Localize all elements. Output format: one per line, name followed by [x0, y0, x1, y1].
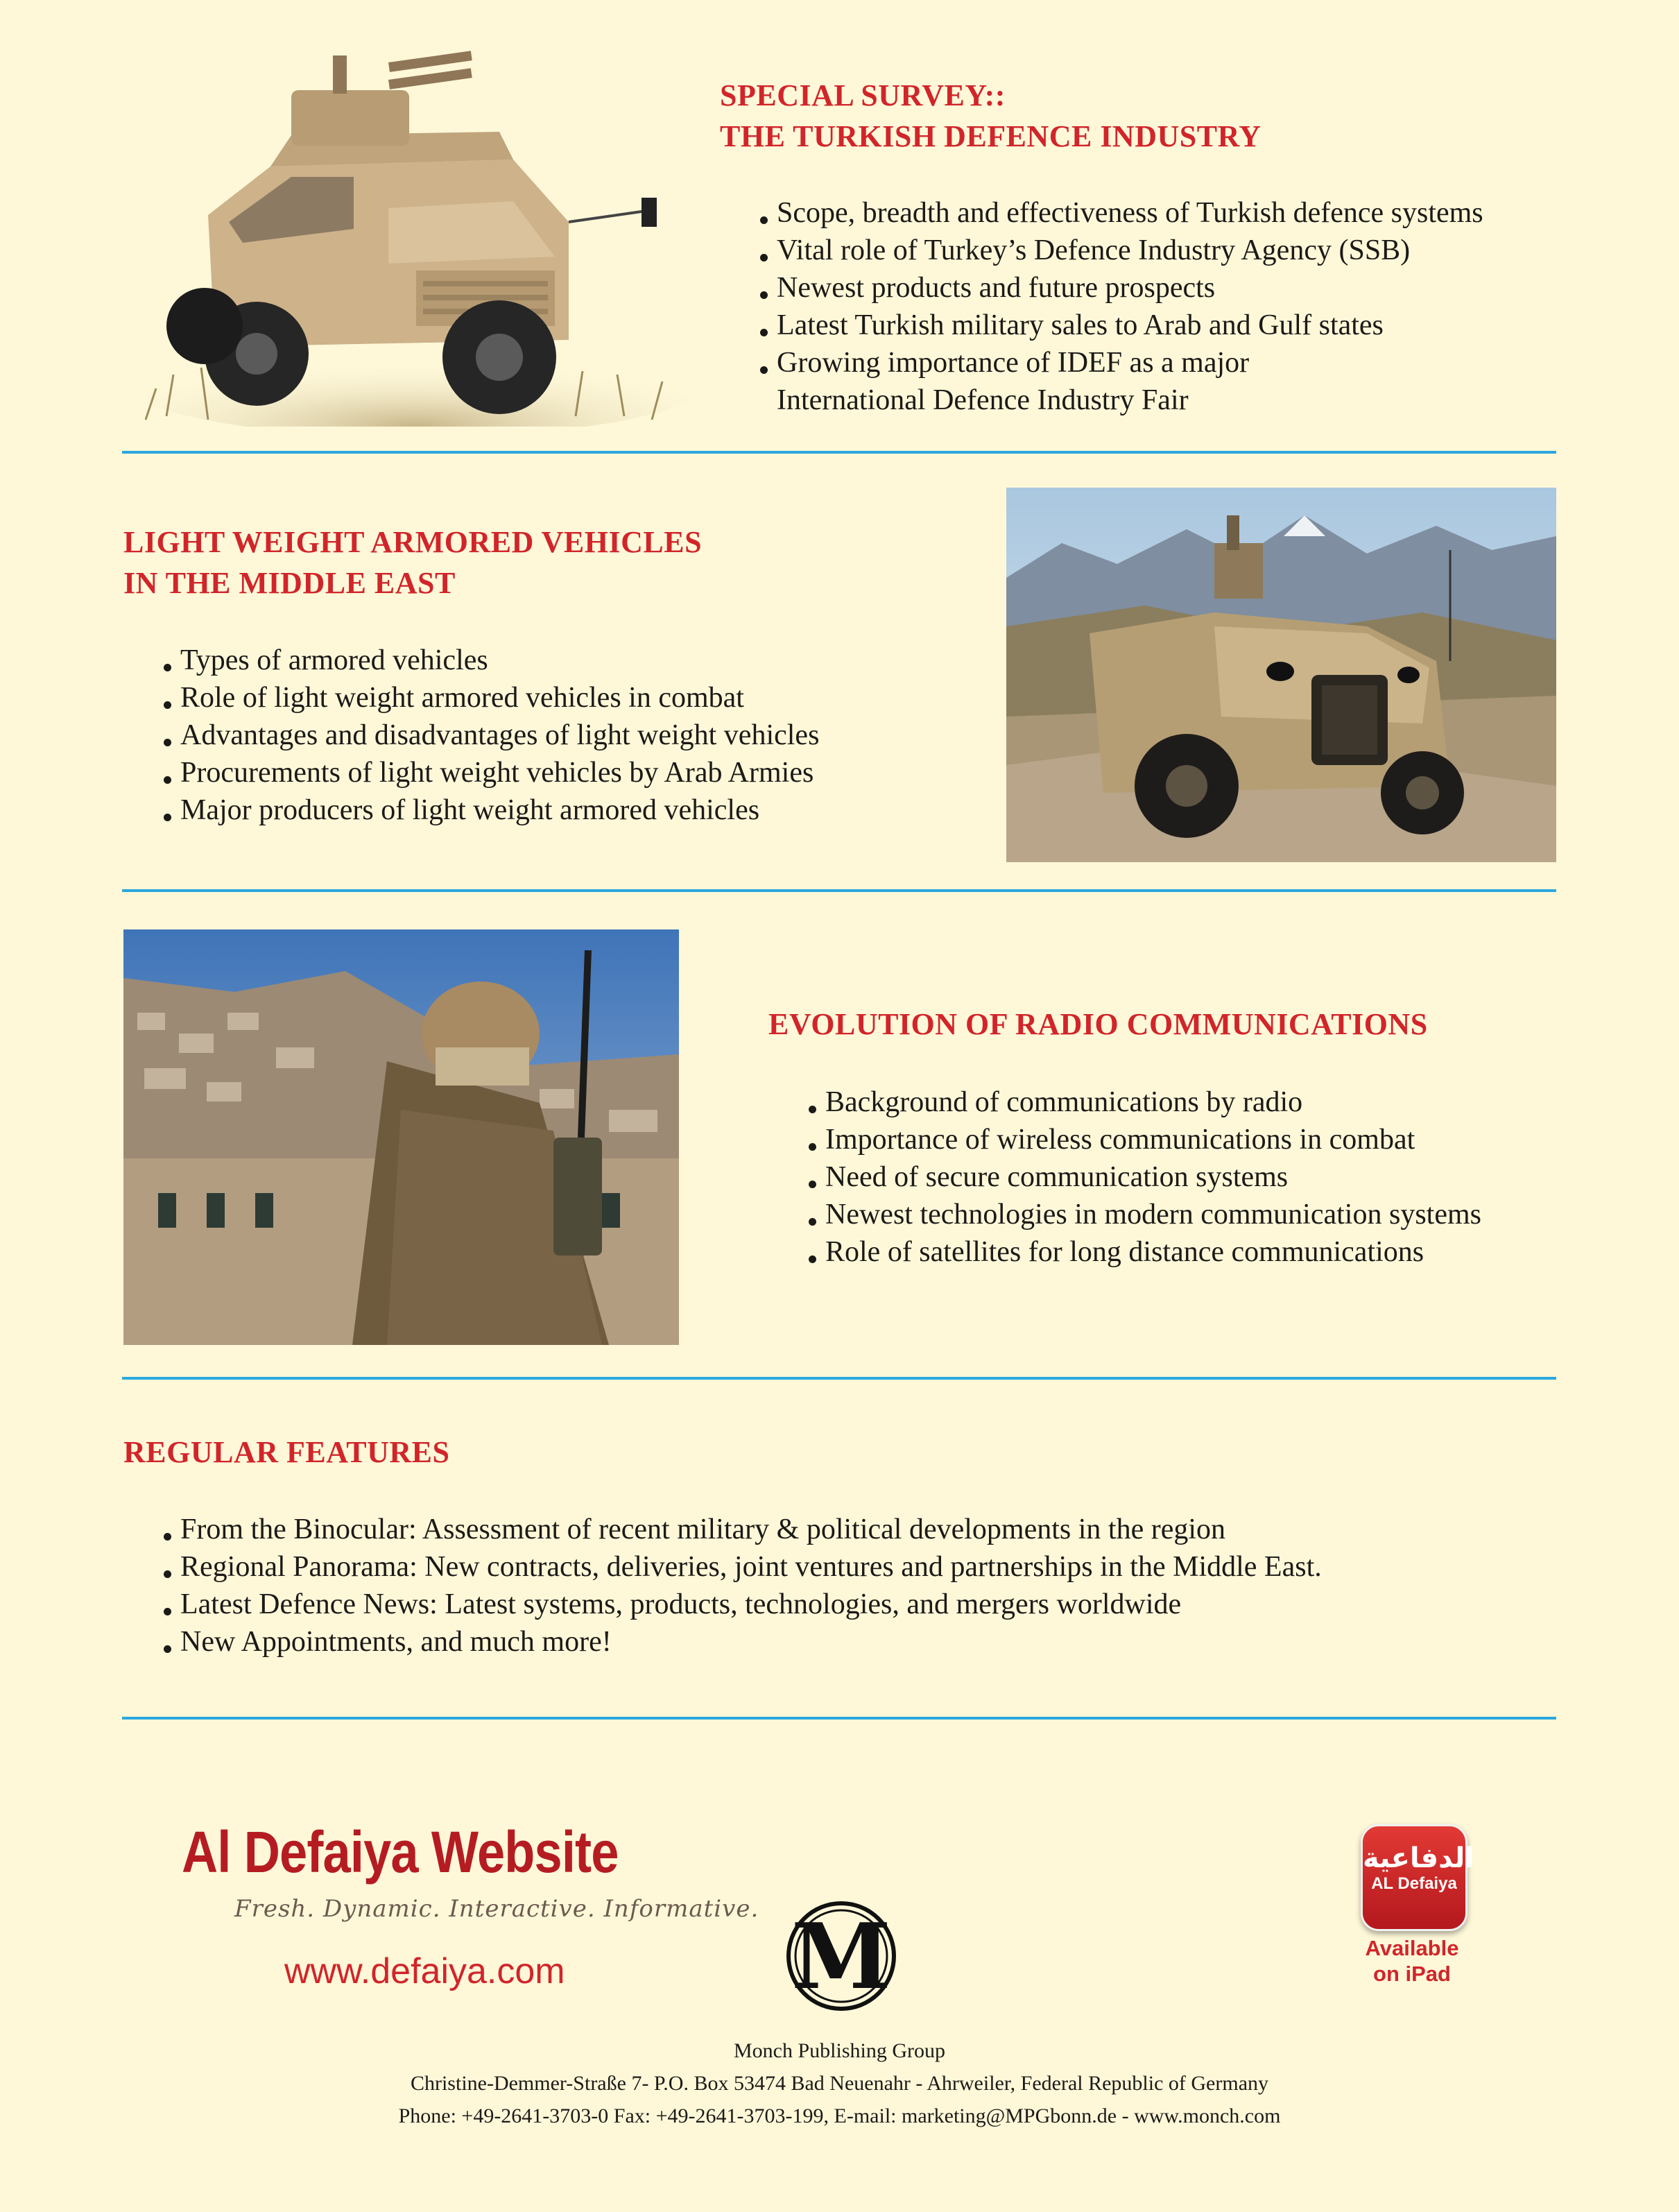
section3-bullets — [809, 1083, 1481, 1271]
list-item: Major producers of light weight armored vehicles — [164, 791, 819, 829]
section1-heading-line1: SPECIAL SURVEY:: — [720, 78, 1006, 112]
publisher-footer — [0, 2034, 1679, 2132]
section-divider — [122, 1717, 1556, 1720]
list-item: Vital role of Turkey’s Defence Industry Agency (SSB) — [760, 232, 1483, 269]
list-item: Background of communications by radio — [809, 1083, 1481, 1121]
website-title: Al Defaiya Website — [182, 1819, 619, 1885]
list-item: Latest Defence News: Latest systems, products, technologies, and mergers worldwide — [164, 1586, 1322, 1623]
monch-logo — [782, 1899, 900, 2014]
section2-heading-line2: IN THE MIDDLE EAST — [123, 566, 456, 600]
section2-bullets — [164, 642, 819, 829]
list-item: Scope, breadth and effectiveness of Turkish defence systems — [760, 194, 1483, 232]
list-item: Newest technologies in modern communication systems — [809, 1196, 1481, 1233]
website-url-link[interactable]: www.defaiya.com — [284, 1951, 565, 1991]
section1-bullets — [760, 194, 1483, 419]
section-divider — [122, 889, 1556, 892]
list-item: Need of secure communication systems — [809, 1158, 1481, 1196]
soldier-radio-photo — [123, 929, 679, 1345]
ipad-line1: Available — [1365, 1936, 1459, 1960]
section2-heading-line1: LIGHT WEIGHT ARMORED VEHICLES — [123, 525, 703, 559]
list-item: Types of armored vehicles — [164, 642, 819, 679]
section4-heading-line1: REGULAR FEATURES — [123, 1435, 450, 1469]
publisher-name: Monch Publishing Group — [733, 2039, 945, 2062]
ipad-availability — [1343, 1935, 1481, 1987]
ipad-line2: on iPad — [1373, 1962, 1451, 1986]
section1-heading-line2: THE TURKISH DEFENCE INDUSTRY — [720, 119, 1262, 153]
list-item: Role of satellites for long distance communications — [809, 1233, 1481, 1271]
section2-heading — [123, 522, 702, 603]
app-icon-latin-name: AL Defaiya — [1371, 1874, 1457, 1893]
list-item: Role of light weight armored vehicles in combat — [164, 679, 819, 717]
section4-heading — [123, 1432, 449, 1473]
list-item: Latest Turkish military sales to Arab and Gulf states — [760, 307, 1483, 344]
list-item: New Appointments, and much more! — [164, 1623, 1322, 1661]
section4-bullets — [164, 1511, 1322, 1661]
section3-heading-line1: EVOLUTION OF RADIO COMMUNICATIONS — [768, 1007, 1428, 1041]
list-item: From the Binocular: Assessment of recent military & political developments in the region — [164, 1511, 1322, 1548]
website-tagline: Fresh. Dynamic. Interactive. Informative. — [234, 1895, 759, 1923]
list-item: Newest products and future prospects — [760, 269, 1483, 307]
monch-logo-letter: M — [791, 1903, 891, 2009]
section-divider — [122, 1377, 1556, 1380]
al-defaiya-app-icon[interactable] — [1361, 1824, 1474, 1931]
list-item: Procurements of light weight vehicles by Arab Armies — [164, 754, 819, 791]
jltv-mountain-photo — [1006, 488, 1556, 862]
publisher-contact: Phone: +49-2641-3703-0 Fax: +49-2641-3703-199, E-mail: marketing@MPGbonn.de - www.monch.com — [398, 2104, 1281, 2127]
list-item: Regional Panorama: New contracts, deliveries, joint ventures and partnerships in the Middle East. — [164, 1548, 1322, 1586]
section3-heading — [768, 1004, 1428, 1045]
armored-vehicle-photo — [125, 49, 694, 427]
section1-heading — [720, 75, 1262, 157]
list-item: Advantages and disadvantages of light weight vehicles — [164, 717, 819, 754]
list-item: Growing importance of IDEF as a major International Defence Industry Fair — [760, 344, 1483, 419]
list-item: Importance of wireless communications in combat — [809, 1121, 1481, 1158]
section-divider — [122, 451, 1556, 454]
publisher-address: Christine-Demmer-Straße 7- P.O. Box 53474 Bad Neuenahr - Ahrweiler, Federal Republic of Germany — [410, 2072, 1269, 2095]
app-icon-arabic-name: الدفاعية — [1363, 1842, 1474, 1874]
